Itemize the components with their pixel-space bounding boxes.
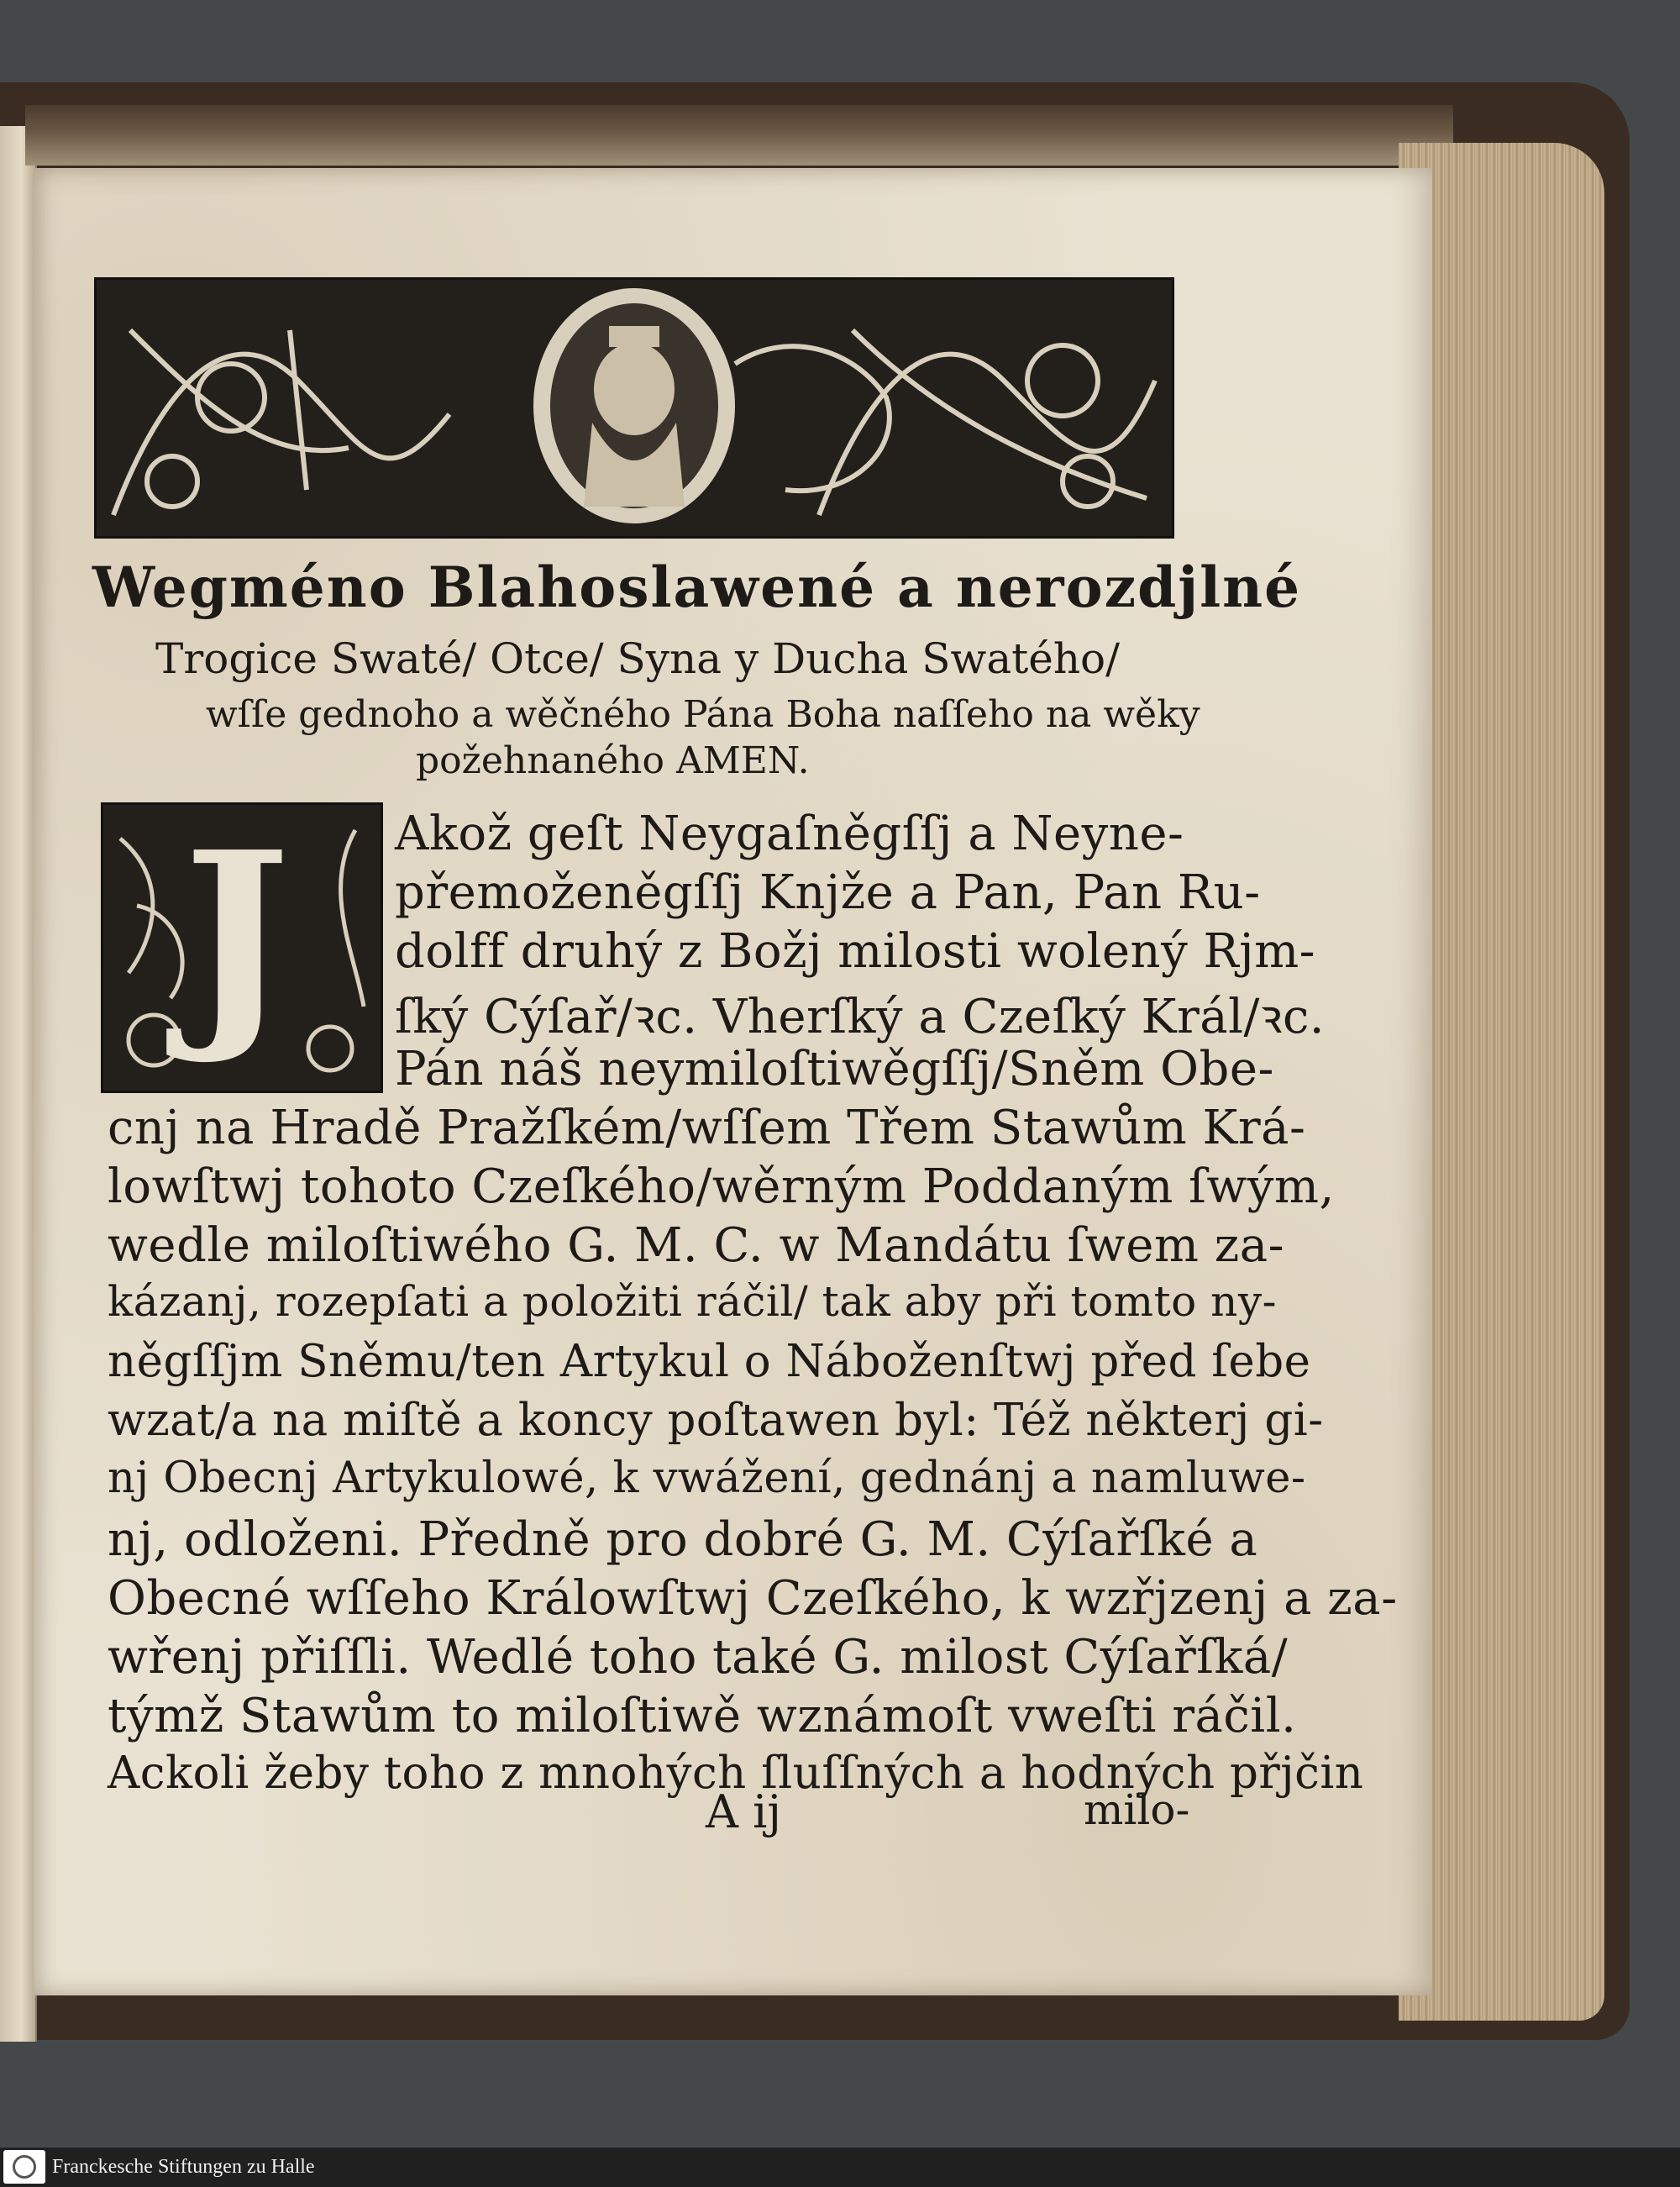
heading-line-2: Trogice Swaté/ Otce/ Syna y Ducha Swatého/ [155, 634, 1120, 683]
text-line: wedle miloſtiwého G. M. C. w Mandátu ſwem za- [108, 1218, 1285, 1273]
decorated-initial [101, 802, 383, 1093]
top-page-edges [25, 105, 1453, 166]
text-line: něgſſjm Sněmu/ten Artykul o Náboženſtwj před ſebe [108, 1336, 1311, 1387]
heading-line-3: wſſe gednoho a wěčného Pána Boha naſſeho na wěky [206, 693, 1200, 736]
catchword: milo- [1084, 1785, 1190, 1834]
text-line: Akož geſt Neygaſněgſſj a Neyne- [395, 807, 1184, 861]
text-line: kázanj, rozepſati a položiti ráčil/ tak aby při tomto ny- [108, 1277, 1278, 1326]
library-label: Franckesche Stiftungen zu Halle [52, 2156, 315, 2178]
heading-line-4: požehnaného AMEN. [416, 739, 810, 782]
text-line: ſký Cýſař/ꝛc. Vherſký a Czeſký Král/ꝛc. [395, 990, 1326, 1044]
text-line: nj Obecnj Artykulowé, k vwážení, gednánj a namluwe- [108, 1454, 1306, 1503]
heading-line-1: Wegméno Blahoslawené a nerozdjlné [92, 555, 1302, 620]
text-line: Ackoli žeby toho z mnohých ſluſſných a hodných přjčin [108, 1748, 1364, 1799]
signature-mark: A ij [706, 1785, 782, 1838]
library-logo-icon [3, 2150, 45, 2184]
text-line: Obecné wſſeho Králowſtwj Czeſkého, k wzřjzenj a za- [108, 1571, 1398, 1626]
text-line: přemoženěgſſj Knjže a Pan, Pan Ru- [395, 865, 1261, 920]
text-line: cnj na Hradě Pražſkém/wſſem Třem Stawům Krá- [108, 1101, 1306, 1155]
text-line: Pán náš neymiloſtiwěgſſj/Sněm Obe- [395, 1042, 1274, 1096]
text-line: nj, odloženi. Předně pro dobré G. M. Cýſařſké a [108, 1512, 1258, 1567]
text-line: lowſtwj tohoto Czeſkého/wěrným Poddaným ſwým, [108, 1159, 1335, 1214]
text-line: týmž Stawům to miloſtiwě wznámoſt vweſti ráčil. [108, 1689, 1297, 1743]
text-line: wzat/a na miſtě a koncy poſtawen byl: Též některj gi- [108, 1395, 1324, 1446]
left-page-edge [0, 126, 37, 2042]
text-line: wřenj přiſſli. Wedlé toho také G. milost Cýſařſká/ [108, 1630, 1289, 1685]
ornamental-headpiece [94, 277, 1174, 539]
text-line: dolff druhý z Božj milosti wolený Rjm- [395, 924, 1316, 979]
initial-letter: J [183, 802, 291, 1069]
archive-footer-bar [0, 2148, 1680, 2187]
